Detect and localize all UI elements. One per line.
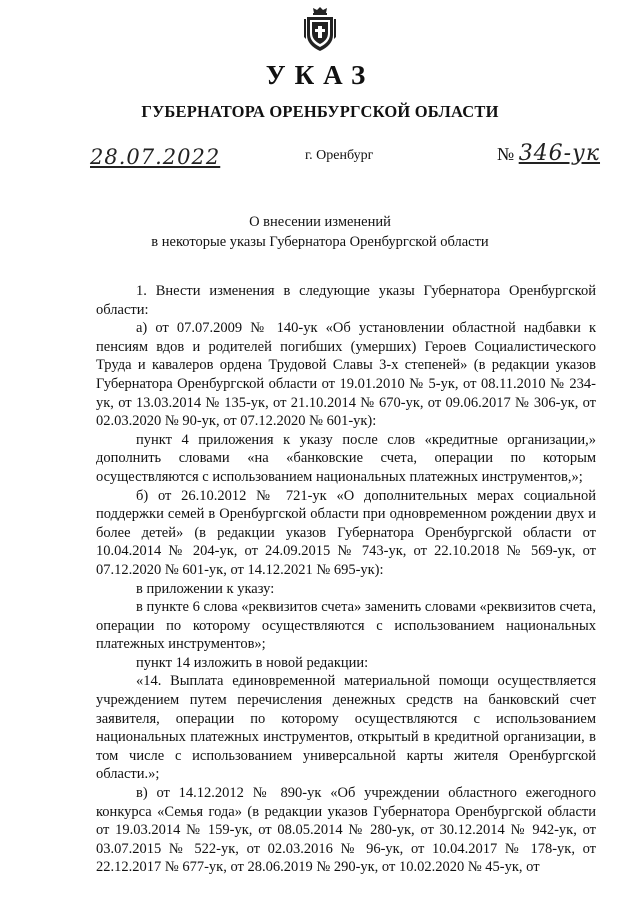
heading-line-1: О внесении изменений bbox=[249, 214, 391, 230]
paragraph: б) от 26.10.2012 № 721-ук «О дополнительных мерах социальной поддержки семей в Оренбургской области при одновременном рождении двух и более детей» (в редакции указов Губернатора Оренбургской области от 10.04.2014 № 204-ук, от 24.09.2015 № 743-ук, от 22.10.2018 № 569-ук, от 07.12.2020 № 601-ук, от 14.12.2021 № 695-ук): bbox=[96, 487, 596, 578]
paragraph: пункт 4 приложения к указу после слов «кредитные организации,» дополнить словами «на «банковские счета, операции по которым осуществляются с использованием национальных платежных инструментов,»; bbox=[96, 431, 596, 485]
document-heading bbox=[0, 212, 640, 252]
paragraph: в приложении к указу: bbox=[136, 580, 275, 597]
coat-of-arms-icon bbox=[302, 5, 338, 53]
document-type-title: УКАЗ bbox=[265, 60, 375, 90]
paragraph: пункт 14 изложить в новой редакции: bbox=[136, 654, 369, 671]
paragraph: в пункте 6 слова «реквизитов счета» заменить словами «реквизитов счета, операции по которому осуществляются с использованием национальных платежных инструментов»; bbox=[96, 599, 596, 653]
paragraph: «14. Выплата единовременной материальной помощи осуществляется учреждением путем перечисления денежных средств на банковский счет заявителя, операции по которому осуществляются с использованием национальных платежных инструментов, открытый в кредитной организации, в том числе с использованием универсальной карты жителя Оренбургской области.»; bbox=[96, 673, 596, 783]
number-value: 346-ук bbox=[518, 141, 601, 166]
document-date: 28.07.2022 bbox=[90, 145, 221, 169]
paragraph: а) от 07.07.2009 № 140-ук «Об установлении областной надбавки к пенсиям вдов и родителей погибших (умерших) Героев Социалистического Труда и кавалеров ордена Трудовой Славы 3-х степеней» (в редакции указов Губернатора Оренбургской области от 19.01.2010 № 5-ук, от 08.11.2010 № 234-ук, от 13.03.2014 № 135-ук, от 21.10.2014 № 670-ук, от 09.06.2017 № 306-ук, от 02.03.2020 № 90-ук, от 07.12.2020 № 601-ук): bbox=[96, 320, 596, 430]
document-city: г. Оренбург bbox=[305, 148, 374, 163]
heading-line-2: в некоторые указы Губернатора Оренбургской области bbox=[151, 234, 489, 250]
document-number bbox=[497, 141, 600, 166]
number-prefix: № bbox=[497, 144, 515, 164]
document-body bbox=[96, 282, 596, 877]
paragraph: в) от 14.12.2012 № 890-ук «Об учреждении областного ежегодного конкурса «Семья года» (в редакции указов Губернатора Оренбургской области от 19.03.2014 № 159-ук, от 08.05.2014 № 280-ук, от 30.12.2014 № 942-ук, от 03.07.2015 № 522-ук, от 02.03.2016 № 96-ук, от 10.04.2017 № 178-ук, от 22.12.2017 № 677-ук, от 28.06.2019 № 290-ук, от 10.02.2020 № 45-ук, от bbox=[96, 785, 596, 876]
paragraph: 1. Внести изменения в следующие указы Губернатора Оренбургской области: bbox=[96, 283, 596, 318]
issuer-subtitle: ГУБЕРНАТОРА ОРЕНБУРГСКОЙ ОБЛАСТИ bbox=[141, 102, 499, 121]
